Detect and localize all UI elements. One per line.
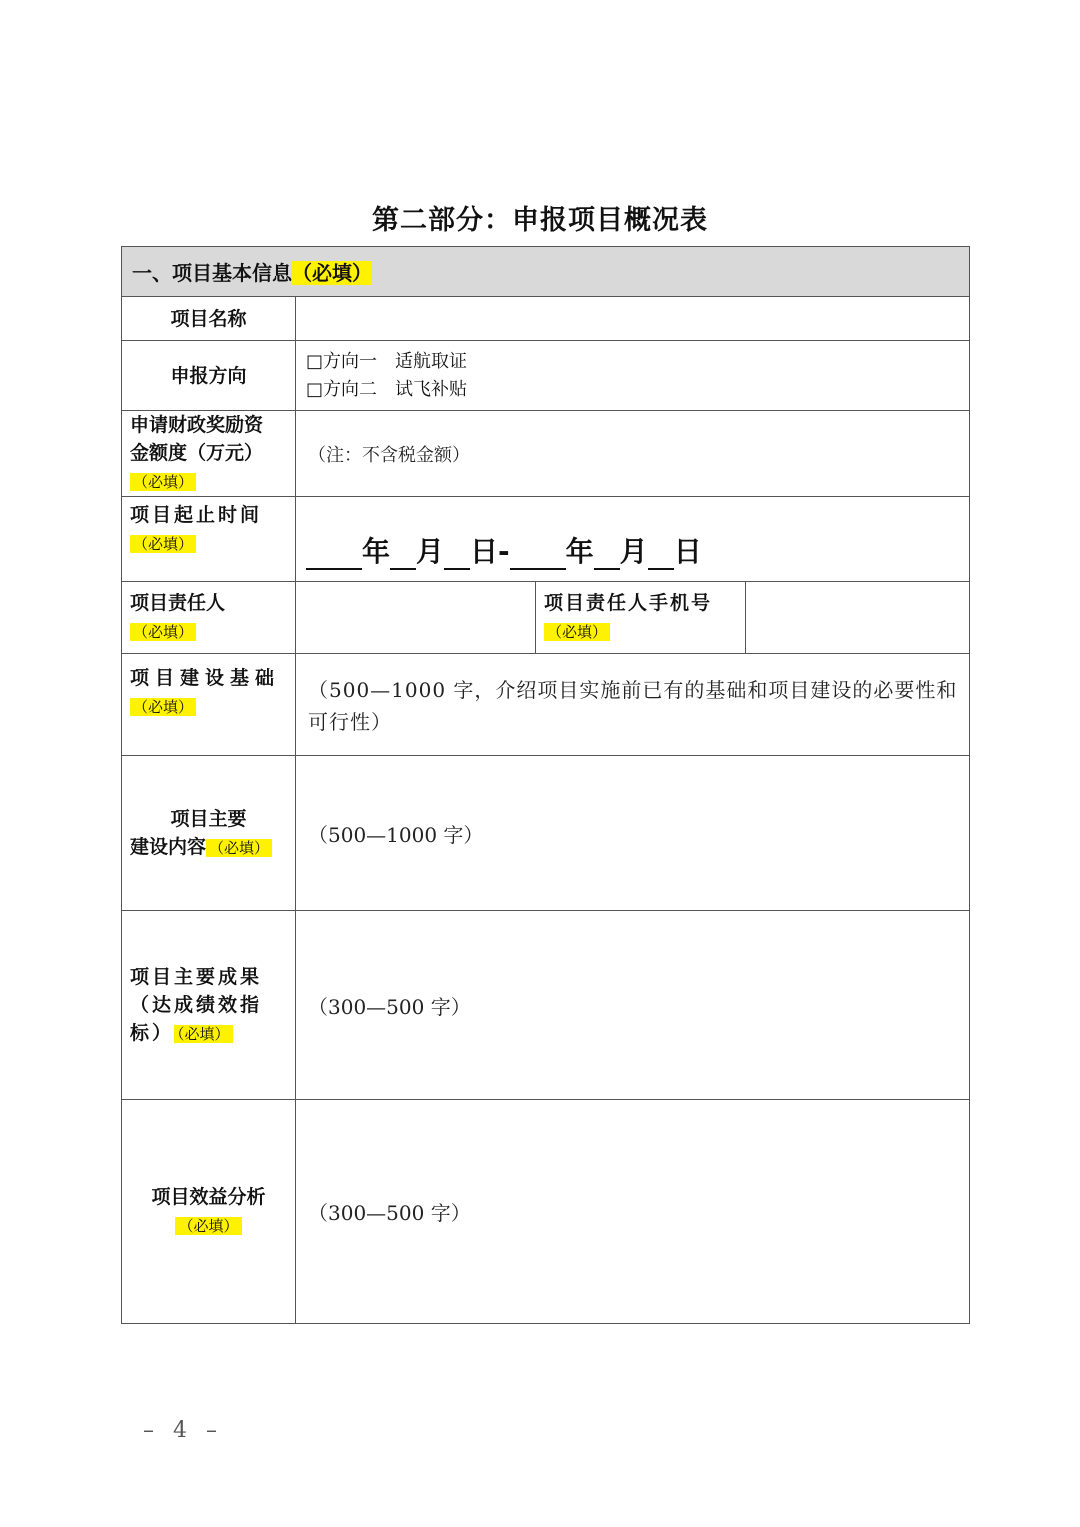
required-mark: （必填）: [206, 839, 272, 857]
direction-option-2[interactable]: □方向二 试飞补贴: [306, 378, 468, 400]
required-mark: （必填）: [130, 623, 196, 641]
end-month-blank[interactable]: [594, 540, 620, 570]
page-number: – 4 –: [143, 1418, 223, 1443]
page-title: 第二部分：申报项目概况表: [372, 205, 708, 236]
owner-label-cell: [122, 582, 296, 654]
period-label: 项目起止时间: [130, 504, 263, 526]
project-name-row: [122, 297, 970, 341]
section-header-row: [122, 247, 970, 297]
period-field[interactable]: [296, 497, 970, 582]
month-unit: 月: [416, 535, 445, 568]
required-mark: （必填）: [130, 473, 196, 491]
required-mark: （必填）: [175, 1217, 241, 1235]
owner-row: [122, 582, 970, 654]
funding-row: [122, 411, 970, 497]
required-mark: （必填）: [130, 535, 196, 553]
foundation-label-cell: [122, 654, 296, 756]
period-row: [122, 497, 970, 582]
content-field[interactable]: （500—1000 字）: [296, 756, 970, 911]
content-label-text: 建设内容: [130, 835, 207, 858]
content-label-line2: [130, 833, 287, 862]
results-field[interactable]: （300—500 字）: [296, 911, 970, 1100]
direction-options: [296, 341, 970, 411]
start-day-blank[interactable]: [444, 540, 470, 570]
required-mark: （必填）: [292, 261, 372, 285]
foundation-label: 项目建设基础: [130, 667, 281, 689]
funding-label-cell: [122, 411, 296, 497]
phone-field[interactable]: [746, 582, 970, 654]
benefit-label: 项目效益分析: [151, 1186, 266, 1208]
results-label-text: 标）: [130, 1021, 175, 1044]
end-day-blank[interactable]: [648, 540, 674, 570]
section-header: [122, 247, 970, 297]
phone-label-cell: [536, 582, 746, 654]
results-label-line1: 项目主要成果: [130, 965, 263, 988]
foundation-row: [122, 654, 970, 756]
required-mark: （必填）: [174, 1025, 233, 1043]
start-month-blank[interactable]: [390, 540, 416, 570]
benefit-field[interactable]: （300—500 字）: [296, 1100, 970, 1324]
content-row: [122, 756, 970, 911]
project-name-field[interactable]: [296, 297, 970, 341]
funding-label-line2: 金额度（万元）: [130, 442, 264, 464]
owner-field[interactable]: [296, 582, 536, 654]
direction-row: [122, 341, 970, 411]
direction-option-1[interactable]: □方向一 适航取证: [306, 350, 468, 372]
results-label-line3: [130, 1019, 287, 1048]
project-overview-table: [121, 246, 970, 1324]
funding-field[interactable]: （注：不含税金额）: [296, 411, 970, 497]
year-unit: 年: [362, 535, 391, 568]
required-mark: （必填）: [544, 623, 610, 641]
funding-label-line1: 申请财政奖励资: [130, 414, 264, 436]
owner-label: 项目责任人: [130, 592, 226, 614]
day-unit: 日: [673, 535, 702, 568]
year-unit: 年: [565, 535, 594, 568]
results-label-line2: （达成绩效指: [130, 993, 263, 1016]
results-label-cell: [122, 911, 296, 1100]
start-year-blank[interactable]: [306, 540, 362, 570]
benefit-row: [122, 1100, 970, 1324]
section-header-label: 一、项目基本信息: [132, 261, 292, 285]
content-label-line1: 项目主要: [170, 807, 247, 830]
direction-label: 申报方向: [122, 341, 296, 411]
project-name-label: 项目名称: [122, 297, 296, 341]
phone-label: 项目责任人手机号: [544, 592, 713, 614]
period-label-cell: [122, 497, 296, 582]
results-row: [122, 911, 970, 1100]
benefit-label-cell: [122, 1100, 296, 1324]
month-unit: 月: [619, 535, 648, 568]
day-unit: 日-: [470, 535, 510, 568]
foundation-field[interactable]: （500—1000 字，介绍项目实施前已有的基础和项目建设的必要性和可行性）: [296, 654, 970, 756]
required-mark: （必填）: [130, 698, 196, 716]
end-year-blank[interactable]: [510, 540, 566, 570]
content-label-cell: [122, 756, 296, 911]
